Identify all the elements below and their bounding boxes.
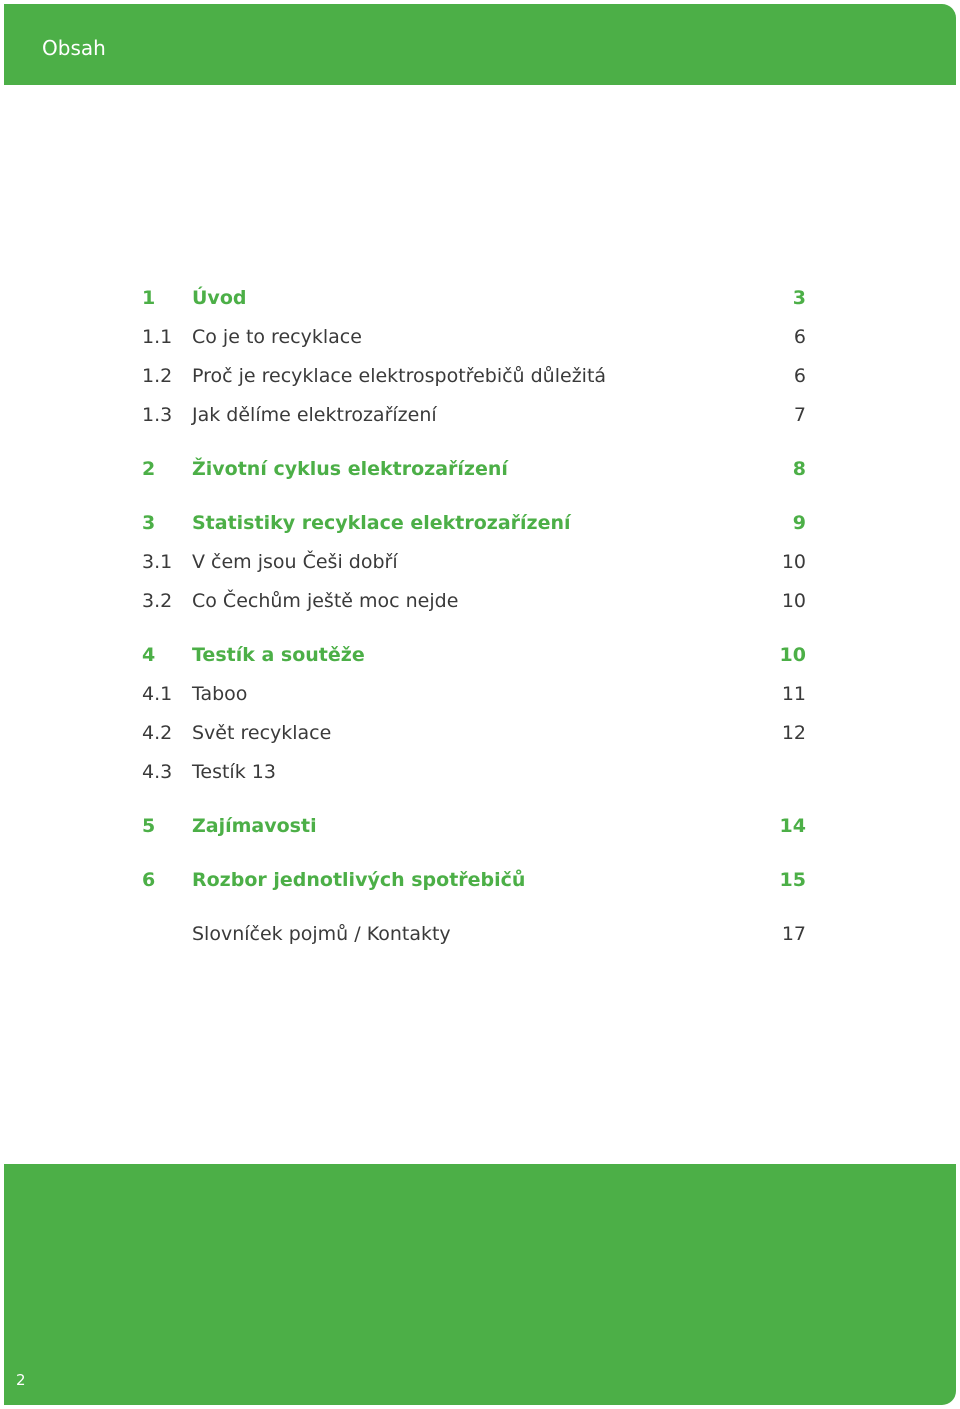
toc-entry-number: 3.2 — [142, 590, 173, 612]
toc-entry-number: 1.1 — [142, 326, 173, 348]
toc-entry-1-2[interactable] — [142, 362, 806, 390]
toc-entry-4-1[interactable] — [142, 680, 806, 708]
toc-entry-number: 4.2 — [142, 722, 173, 744]
toc-entry-title: Rozbor jednotlivých spotřebičů — [192, 869, 526, 891]
toc-entry-page: 8 — [792, 458, 806, 480]
toc-entry-title: Testík 13 — [192, 761, 276, 783]
toc-entry-number: 1 — [142, 287, 156, 309]
toc-entry-page: 10 — [781, 551, 806, 573]
toc-entry-title: Jak dělíme elektrozařízení — [192, 404, 437, 426]
toc-entry-page: 9 — [792, 512, 806, 534]
toc-entry-1-3[interactable] — [142, 401, 806, 429]
footer-band — [4, 1164, 956, 1405]
toc-entry-title: Proč je recyklace elektrospotřebičů důležitá — [192, 365, 607, 387]
page-title: Obsah — [42, 36, 106, 60]
toc-entry-title: Testík a soutěže — [192, 644, 365, 666]
toc-entry-page: 14 — [779, 815, 806, 837]
toc-entry-title: Co je to recyklace — [192, 326, 362, 348]
toc-entry-number: 4 — [142, 644, 156, 666]
toc-entry-number: 2 — [142, 458, 156, 480]
toc-entry-4-3[interactable] — [142, 758, 806, 786]
toc-entry-chapter-4[interactable] — [142, 641, 806, 669]
toc-entry-number: 3.1 — [142, 551, 173, 573]
toc-entry-glossary-contacts[interactable] — [142, 920, 806, 948]
toc-entry-number: 1.3 — [142, 404, 173, 426]
toc-entry-number: 4.1 — [142, 683, 173, 705]
toc-entry-page: 10 — [781, 590, 806, 612]
toc-entry-1-1[interactable] — [142, 323, 806, 351]
toc-entry-4-2[interactable] — [142, 719, 806, 747]
toc-entry-chapter-5[interactable] — [142, 812, 806, 840]
toc-entry-number: 1.2 — [142, 365, 173, 387]
toc-entry-number: 5 — [142, 815, 156, 837]
toc-entry-title: Taboo — [192, 683, 248, 705]
toc-entry-page: 11 — [781, 683, 806, 705]
toc-entry-page: 6 — [793, 365, 806, 387]
toc-entry-chapter-3[interactable] — [142, 509, 806, 537]
toc-entry-page: 7 — [793, 404, 806, 426]
toc-entry-title: Zajímavosti — [192, 815, 317, 837]
toc-entry-title: Úvod — [192, 287, 247, 309]
header-band — [4, 4, 956, 85]
toc-entry-page: 17 — [781, 923, 806, 945]
toc-entry-page: 15 — [779, 869, 806, 891]
page-number: 2 — [16, 1371, 26, 1389]
toc-entry-page: 10 — [779, 644, 806, 666]
toc-entry-title: Životní cyklus elektrozařízení — [192, 458, 508, 480]
toc-entry-title: Statistiky recyklace elektrozařízení — [192, 512, 571, 534]
toc-entry-title: Svět recyklace — [192, 722, 332, 744]
toc-entry-page: 12 — [781, 722, 806, 744]
toc-entry-3-1[interactable] — [142, 548, 806, 576]
toc-entry-title: Slovníček pojmů / Kontakty — [192, 923, 451, 945]
toc-entry-chapter-1[interactable] — [142, 284, 806, 312]
toc-entry-3-2[interactable] — [142, 587, 806, 615]
toc-entry-page: 3 — [792, 287, 806, 309]
toc-entry-chapter-6[interactable] — [142, 866, 806, 894]
toc-entry-title: V čem jsou Češi dobří — [192, 551, 398, 573]
toc-entry-chapter-2[interactable] — [142, 455, 806, 483]
toc-entry-number: 3 — [142, 512, 156, 534]
toc-entry-number: 6 — [142, 869, 156, 891]
toc-entry-number: 4.3 — [142, 761, 173, 783]
toc-entry-page: 6 — [793, 326, 806, 348]
toc-entry-title: Co Čechům ještě moc nejde — [192, 590, 459, 612]
